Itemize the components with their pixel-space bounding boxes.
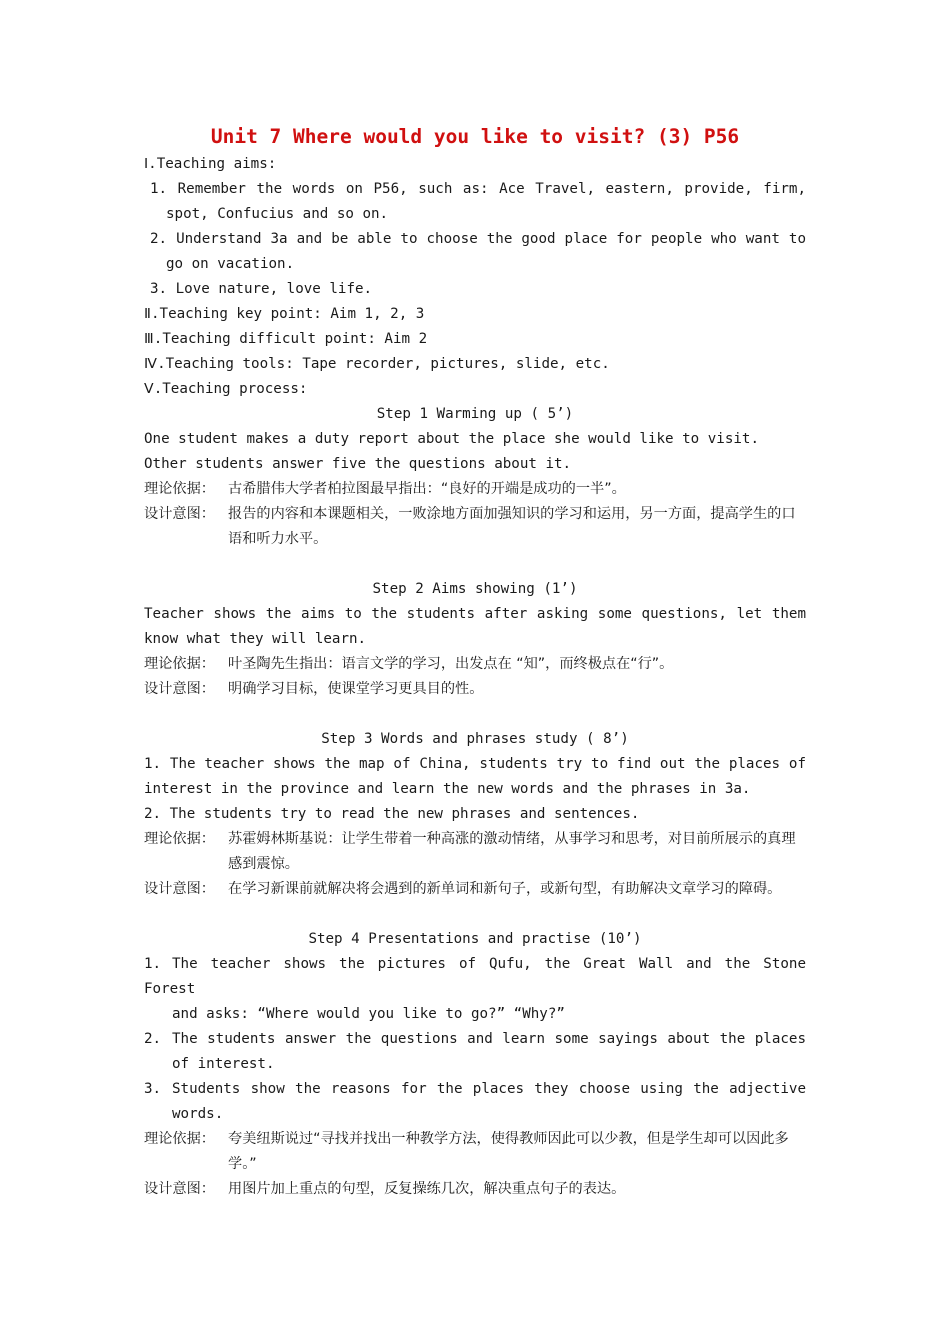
- item-number: 1.: [144, 956, 162, 972]
- step1-line-2: Other students answer five the questions about it.: [144, 456, 572, 472]
- step2-design: [144, 677, 806, 702]
- step4-item-2-line-1: [144, 1027, 806, 1052]
- aim-2-line-2: go on vacation.: [166, 256, 295, 272]
- aim-3: 3. Love nature, love life.: [150, 281, 373, 297]
- design-text: 在学习新课前就解决将会遇到的新单词和新句子，或新句型，有助解决文章学习的障碍。: [228, 881, 782, 897]
- item-text: The teacher shows the pictures of Qufu, the Great Wall and the Stone Forest: [144, 956, 806, 997]
- step1-line-1: One student makes a duty report about the place she would like to visit.: [144, 431, 759, 447]
- step4-heading: Step 4 Presentations and practise (10’): [308, 931, 642, 947]
- aim-1-line-1: 1. Remember the words on P56, such as: Ace Travel, eastern, provide, firm,: [150, 181, 806, 197]
- aims-heading: Ⅰ.Teaching aims:: [144, 156, 277, 172]
- step2-line-1: Teacher shows the aims to the students after asking some questions, let them: [144, 606, 806, 622]
- aim-1-line-2: spot, Confucius and so on.: [166, 206, 389, 222]
- theory-text: 苏霍姆林斯基说：让学生带着一种高涨的激动情绪，从事学习和思考，对目前所展示的真理感到震惊。: [228, 831, 796, 872]
- item-number: 3.: [144, 1081, 162, 1097]
- step3-design: [144, 877, 806, 902]
- item-number: 2.: [144, 1031, 162, 1047]
- teaching-tools: Ⅳ.Teaching tools: Tape recorder, pictures, slide, etc.: [144, 356, 610, 372]
- design-label: 设计意图：: [144, 1181, 215, 1197]
- document-page: [144, 122, 806, 1202]
- design-label: 设计意图：: [144, 681, 215, 697]
- item-text: Students show the reasons for the places they choose using the adjective: [172, 1081, 806, 1097]
- teaching-process: Ⅴ.Teaching process:: [144, 381, 308, 397]
- theory-text: 夸美纽斯说过“寻找并找出一种教学方法，使得教师因此可以少教，但是学生却可以因此多学。”: [228, 1131, 789, 1172]
- design-text: 报告的内容和本课题相关，一败涂地方面加强知识的学习和运用，另一方面，提高学生的口语和听力水平。: [228, 506, 796, 547]
- theory-label: 理论依据：: [144, 831, 215, 847]
- step4-item-3-line-2: words.: [172, 1106, 224, 1122]
- step2-line-2: know what they will learn.: [144, 631, 367, 647]
- document-title: Unit 7 Where would you like to visit? (3) P56: [210, 125, 740, 148]
- theory-label: 理论依据：: [144, 656, 215, 672]
- step3-line-2: interest in the province and learn the new words and the phrases in 3a.: [144, 781, 751, 797]
- theory-label: 理论依据：: [144, 481, 215, 497]
- step1-theory: [144, 477, 806, 502]
- step1-heading: Step 1 Warming up ( 5’): [376, 406, 574, 422]
- step4-item-1-line-2: and asks: “Where would you like to go?” “Why?”: [172, 1006, 565, 1022]
- step3-heading: Step 3 Words and phrases study ( 8’): [321, 731, 629, 747]
- step2-heading: Step 2 Aims showing (1’): [372, 581, 578, 597]
- design-label: 设计意图：: [144, 506, 215, 522]
- step4-item-3-line-1: [144, 1077, 806, 1102]
- design-label: 设计意图：: [144, 881, 215, 897]
- step2-theory: [144, 652, 806, 677]
- step4-item-2-line-2: of interest.: [172, 1056, 275, 1072]
- step4-theory: [144, 1127, 806, 1177]
- design-text: 用图片加上重点的句型，反复操练几次，解决重点句子的表达。: [228, 1181, 626, 1197]
- key-point: Ⅱ.Teaching key point: Aim 1, 2, 3: [144, 306, 425, 322]
- step3-line-3: 2. The students try to read the new phrases and sentences.: [144, 806, 640, 822]
- item-text: The students answer the questions and learn some sayings about the places: [172, 1031, 806, 1047]
- design-text: 明确学习目标，使课堂学习更具目的性。: [228, 681, 484, 697]
- difficult-point: Ⅲ.Teaching difficult point: Aim 2: [144, 331, 428, 347]
- step3-line-1: 1. The teacher shows the map of China, students try to find out the places of: [144, 756, 806, 772]
- step4-item-1-line-1: [144, 952, 806, 1002]
- theory-text: 叶圣陶先生指出：语言文学的学习，出发点在 “知”，而终极点在“行”。: [228, 656, 674, 672]
- step3-theory: [144, 827, 806, 877]
- step4-design: [144, 1177, 806, 1202]
- theory-label: 理论依据：: [144, 1131, 215, 1147]
- aim-2-line-1: 2. Understand 3a and be able to choose the good place for people who want to: [150, 231, 806, 247]
- theory-text: 古希腊伟大学者柏拉图最早指出：“良好的开端是成功的一半”。: [228, 481, 626, 497]
- step1-design: [144, 502, 806, 552]
